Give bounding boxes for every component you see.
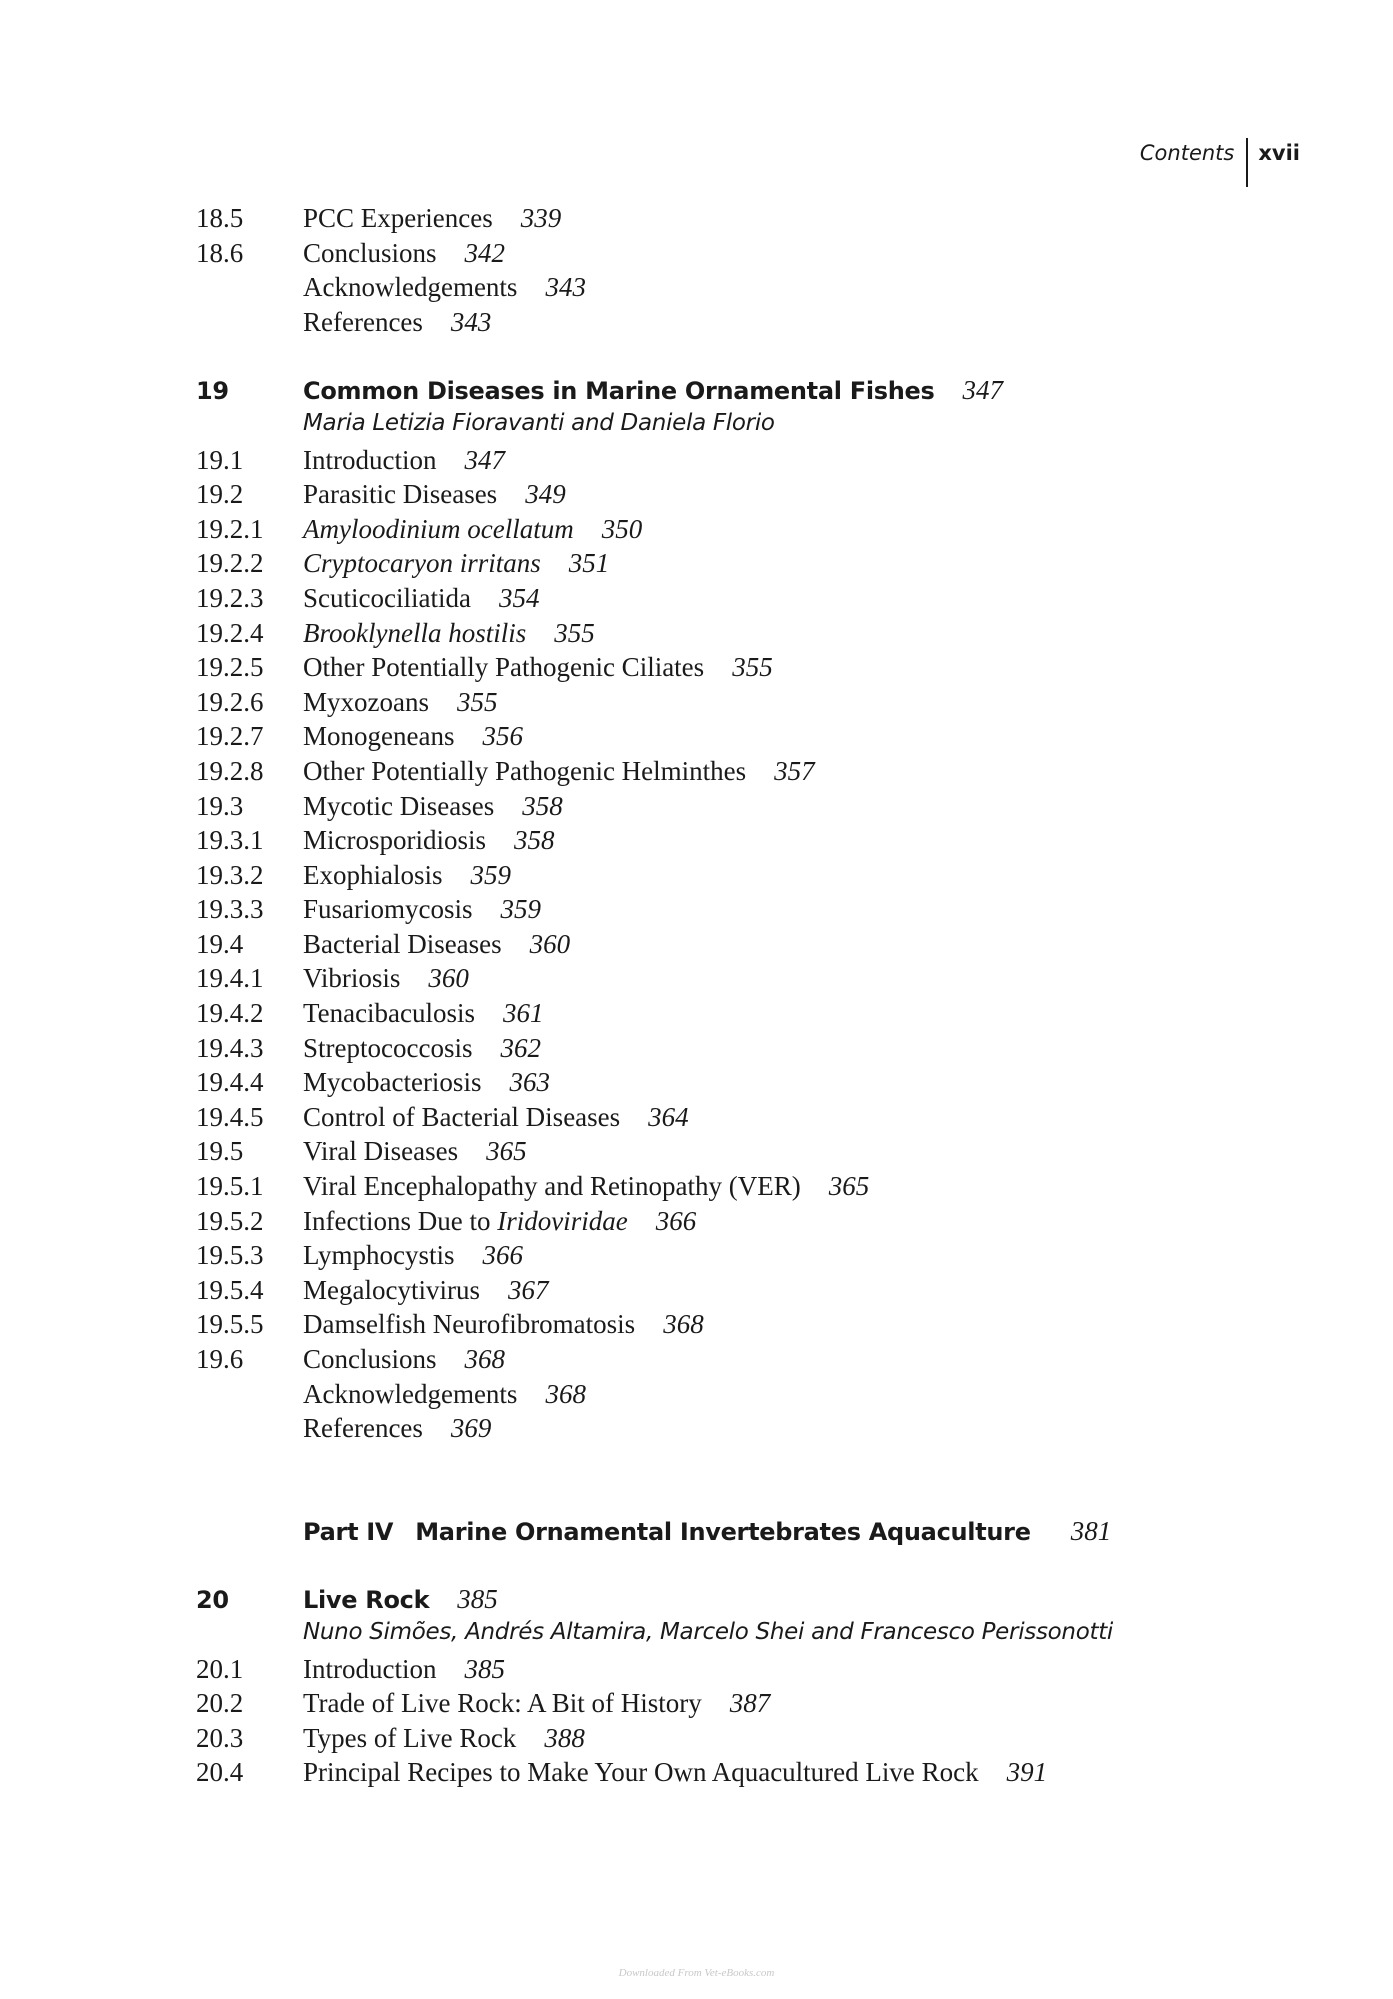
toc-entry (196, 1413, 1333, 1448)
authors-text: Nuno Simões, Andrés Altamira, Marcelo Shei and Francesco Perissonotti (303, 1618, 1113, 1645)
section-title: Introduction (303, 444, 437, 475)
page-number: 385 (464, 1653, 505, 1684)
section-number: 19.5.3 (196, 1240, 264, 1271)
page-number: 388 (544, 1722, 585, 1753)
section-number: 19.2.7 (196, 721, 264, 752)
chapter-title: Live Rock (303, 1586, 430, 1615)
chapter-number: 19 (196, 377, 229, 406)
page-number: 369 (450, 1413, 492, 1444)
toc-entry (196, 1723, 1333, 1758)
spacer (196, 341, 1333, 375)
section-title: Other Potentially Pathogenic Ciliates (303, 652, 705, 683)
section-title: Myxozoans (303, 686, 429, 717)
toc-entry (196, 618, 1333, 653)
section-title: Mycotic Diseases (303, 790, 495, 821)
part-label: Part IV (303, 1517, 394, 1546)
toc-entry (196, 1275, 1333, 1310)
section-title: Microsporidiosis (303, 825, 487, 856)
section-title: Bacterial Diseases (303, 928, 502, 959)
page-number: 363 (509, 1067, 550, 1098)
section-title: Fusariomycosis (303, 894, 473, 925)
toc-entry (196, 860, 1333, 895)
section-number: 19.5.4 (196, 1274, 264, 1305)
section-number: 19.2.6 (196, 686, 264, 717)
page-number: 391 (1006, 1757, 1048, 1788)
section-title: References (303, 306, 423, 337)
page-number: 368 (663, 1309, 704, 1340)
section-title: Amyloodinium ocellatum (303, 513, 574, 544)
section-number: 20.3 (196, 1722, 244, 1753)
page-number: 354 (498, 582, 540, 613)
section-number: 19.1 (196, 444, 244, 475)
page-number: 355 (554, 617, 595, 648)
toc-entry (196, 963, 1333, 998)
section-title: Trade of Live Rock: A Bit of History (303, 1688, 702, 1719)
toc-entry (196, 548, 1333, 583)
section-number: 19.4 (196, 928, 244, 959)
toc-entry (196, 1688, 1333, 1723)
section-title: Introduction (303, 1653, 437, 1684)
section-number: 19.4.1 (196, 963, 264, 994)
page-number: 343 (545, 272, 586, 303)
page-number: 366 (655, 1205, 697, 1236)
toc-entry (196, 687, 1333, 722)
part-name: Marine Ornamental Invertebrates Aquaculture (415, 1517, 1031, 1546)
section-number: 19.2 (196, 479, 244, 510)
page-number: 361 (503, 998, 544, 1029)
section-number: 20.1 (196, 1653, 244, 1684)
page-number: 339 (520, 203, 562, 233)
section-number: 19.3.3 (196, 894, 264, 925)
toc-entry (196, 1757, 1333, 1792)
section-number: 19.2.3 (196, 582, 264, 613)
section-number: 19.5.2 (196, 1205, 264, 1236)
section-number: 19.3.2 (196, 859, 264, 890)
section-title: Damselfish Neurofibromatosis (303, 1309, 636, 1340)
section-title: References (303, 1413, 423, 1444)
page-number: 364 (648, 1101, 689, 1132)
toc-entry (196, 1379, 1333, 1414)
section-title: Acknowledgements (303, 1378, 518, 1409)
toc-entry (196, 756, 1333, 791)
toc-entry (196, 652, 1333, 687)
section-number: 19.4.2 (196, 998, 264, 1029)
page-number: 349 (525, 479, 566, 510)
toc-entry (196, 479, 1333, 514)
page-number: 367 (507, 1274, 549, 1305)
section-number: 19.5 (196, 1136, 244, 1167)
section-title: Principal Recipes to Make Your Own Aquacultured Live Rock (303, 1757, 979, 1788)
page-number: 387 (729, 1688, 771, 1719)
toc-entry (196, 272, 1333, 307)
section-number: 20.2 (196, 1688, 244, 1719)
page-number: 360 (428, 963, 469, 994)
page-number: 359 (470, 859, 511, 890)
page-number: 351 (568, 548, 610, 579)
toc-entry (196, 825, 1333, 860)
section-title: Tenacibaculosis (303, 998, 476, 1029)
running-head-label: Contents (1139, 141, 1235, 165)
page-number: 368 (545, 1378, 586, 1409)
toc-entry (196, 1654, 1333, 1689)
page-number: 358 (514, 825, 555, 856)
section-title: Acknowledgements (303, 272, 518, 303)
toc-entry (196, 514, 1333, 549)
section-title: Streptococcosis (303, 1032, 473, 1063)
section-title (303, 1206, 628, 1237)
page-number: 357 (774, 755, 815, 786)
toc-entry (196, 929, 1333, 964)
chapter-authors (196, 1619, 1333, 1654)
section-number: 19.4.5 (196, 1101, 264, 1132)
section-title: PCC Experiences (303, 203, 493, 233)
section-number: 19.2.5 (196, 652, 264, 683)
section-title-italic: Iridoviridae (497, 1205, 628, 1236)
section-number: 19.4.4 (196, 1067, 264, 1098)
section-number: 19.3.1 (196, 825, 264, 856)
section-title: Monogeneans (303, 721, 455, 752)
running-head (1140, 138, 1300, 184)
section-number: 19.3 (196, 790, 244, 821)
section-title: Vibriosis (303, 963, 401, 994)
page-number: 385 (457, 1584, 498, 1615)
section-title: Conclusions (303, 1344, 437, 1374)
section-number: 19.4.3 (196, 1032, 264, 1063)
running-head-divider (1246, 138, 1248, 187)
table-of-contents (196, 203, 1333, 1792)
section-number: 19.2.1 (196, 513, 264, 544)
toc-entry (196, 998, 1333, 1033)
section-number: 19.5.1 (196, 1171, 264, 1202)
toc-entry (196, 583, 1333, 618)
page-number: 343 (450, 306, 492, 337)
section-number: 20.4 (196, 1757, 244, 1788)
section-number: 19.2.2 (196, 548, 264, 579)
section-title: Cryptocaryon irritans (303, 548, 541, 579)
page-number: 356 (482, 721, 523, 752)
toc-entry (196, 721, 1333, 756)
toc-entry (196, 1136, 1333, 1171)
toc-entry (196, 791, 1333, 826)
toc-entry (196, 307, 1333, 342)
page-number: 366 (482, 1240, 524, 1271)
chapter-authors (196, 410, 1333, 445)
page-number: 365 (828, 1171, 870, 1202)
toc-entry (196, 203, 1333, 238)
page-number: 355 (456, 686, 498, 717)
page-number: 360 (529, 928, 571, 959)
toc-entry (196, 1033, 1333, 1068)
toc-entry (196, 445, 1333, 480)
section-title: Control of Bacterial Diseases (303, 1101, 621, 1132)
chapter-heading (196, 375, 1333, 410)
section-number: 18.5 (196, 203, 244, 233)
section-title: Viral Diseases (303, 1136, 459, 1167)
toc-entry (196, 1206, 1333, 1241)
page-number: 368 (464, 1344, 506, 1374)
section-number: 19.5.5 (196, 1309, 264, 1340)
page-number: 381 (1070, 1515, 1112, 1546)
toc-entry (196, 894, 1333, 929)
section-title: Other Potentially Pathogenic Helminthes (303, 755, 747, 786)
toc-entry (196, 1067, 1333, 1102)
section-number: 18.6 (196, 237, 244, 268)
section-title: Brooklynella hostilis (303, 617, 527, 648)
page-number: 365 (486, 1136, 527, 1167)
page-number: 342 (464, 237, 506, 268)
section-title: Mycobacteriosis (303, 1067, 482, 1098)
section-title: Viral Encephalopathy and Retinopathy (VER) (303, 1171, 801, 1202)
page-number: 355 (732, 652, 773, 683)
toc-entry (196, 1102, 1333, 1137)
section-title: Scuticociliatida (303, 582, 471, 613)
running-head-page-number: xvii (1258, 141, 1300, 165)
download-watermark: Downloaded From Vet-eBooks.com (618, 1967, 775, 1979)
section-title: Conclusions (303, 237, 437, 268)
page-number: 347 (962, 375, 1003, 406)
part-title (303, 1518, 1031, 1546)
section-title: Types of Live Rock (303, 1722, 517, 1753)
section-number: 19.2.4 (196, 617, 264, 648)
spacer (196, 1448, 1333, 1516)
part-heading (196, 1516, 1333, 1551)
toc-entry (196, 1171, 1333, 1206)
section-title: Lymphocystis (303, 1240, 455, 1271)
chapter-title: Common Diseases in Marine Ornamental Fishes (303, 377, 935, 406)
toc-entry (196, 1240, 1333, 1275)
page-number: 350 (601, 513, 643, 544)
chapter-number: 20 (196, 1586, 229, 1615)
section-number: 19.6 (196, 1344, 244, 1374)
chapter-heading (196, 1584, 1333, 1619)
toc-entry (196, 1309, 1333, 1344)
toc-entry (196, 238, 1333, 273)
page-number: 347 (464, 444, 505, 475)
authors-text: Maria Letizia Fioravanti and Daniela Florio (303, 409, 775, 436)
section-title: Megalocytivirus (303, 1274, 480, 1305)
page-number: 358 (522, 790, 563, 821)
section-title-roman: Infections Due to (303, 1205, 491, 1236)
spacer (196, 1550, 1333, 1584)
page-number: 359 (500, 894, 542, 925)
page-number: 362 (500, 1032, 541, 1063)
section-number: 19.2.8 (196, 755, 264, 786)
toc-entry (196, 1344, 1333, 1379)
section-title: Exophialosis (303, 859, 443, 890)
section-title: Parasitic Diseases (303, 479, 498, 510)
